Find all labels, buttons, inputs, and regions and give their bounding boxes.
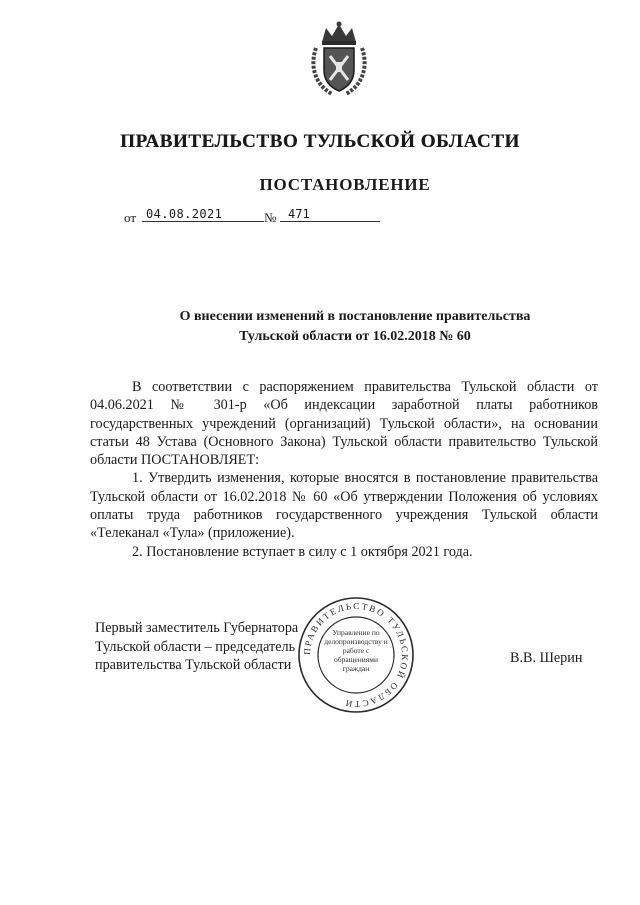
coat-of-arms-icon — [308, 20, 370, 98]
paragraph-item-1: 1. Утвердить изменения, которые вносятся в постановление правительства Тульской области от 16.02.2018 № 60 «Об утверждении Положения об условиях оплаты труда работников государственного учреждения Тульской области «Телеканал «Тула» (приложение). — [90, 470, 598, 542]
signatory-line-2: Тульской области – председатель — [95, 638, 296, 655]
signatory-line-1: Первый заместитель Губернатора — [95, 620, 299, 636]
number-label: № — [264, 210, 277, 225]
document-type: ПОСТАНОВЛЕНИЕ — [259, 175, 431, 194]
signatory-line-3: правительства Тульской области — [95, 657, 292, 673]
paragraph-preamble: В соответствии с распоряжением правительства Тульской области от 04.06.2021 № 301-р «Об индексации заработной платы работников государственных учреждений (организаций) Тульской области», на основании статьи 48 Устава (Основного Закона) Тульской области правительство Тульской области ПОСТАНОВЛЯЕТ: — [90, 379, 598, 469]
stamp-center-text: Управление по делопроизводству и работе с обращениями граждан — [324, 628, 388, 673]
date-label: от — [124, 210, 137, 225]
number-value: 471 — [280, 207, 380, 222]
official-stamp — [296, 595, 416, 715]
subject-heading — [120, 307, 590, 347]
subject-line-2: Тульской области от 16.02.2018 № 60 — [239, 329, 471, 344]
date-value: 04.08.2021 — [142, 207, 264, 222]
paragraph-item-2: 2. Постановление вступает в силу с 1 октября 2021 года. — [132, 543, 473, 560]
organization-title: ПРАВИТЕЛЬСТВО ТУЛЬСКОЙ ОБЛАСТИ — [120, 131, 520, 152]
stamp-ring-text: ПРАВИТЕЛЬСТВО ТУЛЬСКОЙ ОБЛАСТИ — [301, 600, 411, 710]
document-body — [90, 378, 598, 561]
subject-line-1: О внесении изменений в постановление правительства — [179, 309, 531, 324]
signatory-name: В.В. Шерин — [510, 650, 583, 666]
